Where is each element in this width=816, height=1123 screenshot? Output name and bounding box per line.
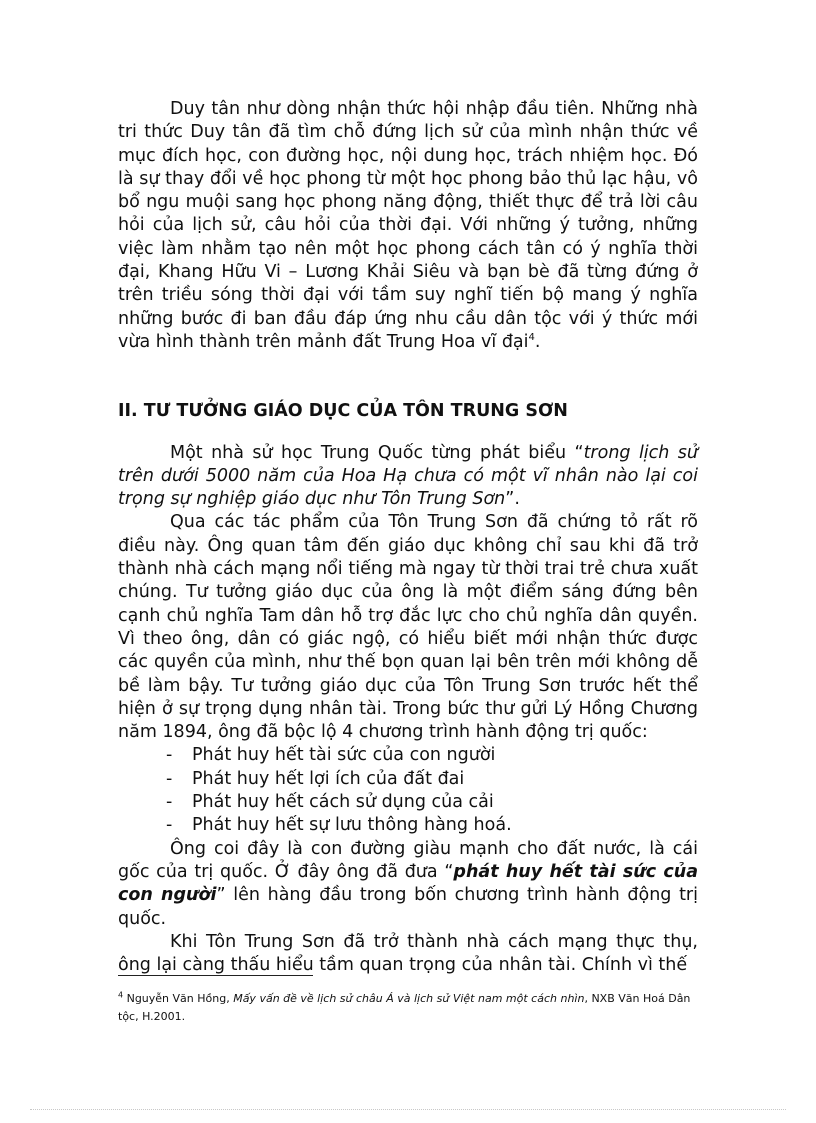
list-item [166,791,698,814]
footnote-publisher: , NXB Văn Hoá Dân tộc, H.2001. [118,992,691,1023]
list-item-text: Phát huy hết sự lưu thông hàng hoá. [192,815,512,836]
list-item-text: Phát huy hết lợi ích của đất đai [192,768,465,789]
quote-text: trong lịch sử trên dưới 5000 năm của Hoa Hạ chưa có một vĩ nhân nào lại coi trọng sự nghiệp giáo dục như Tôn Trung Sơn [118,442,698,510]
paragraph-path-start: Ông coi đây là con đường giàu mạnh cho đất nước, là cái gốc của trị quốc. Ở đây ông đã đưa “ [118,838,698,882]
bullet-dash: - [166,745,173,766]
footnote-number: 4 [118,990,124,1000]
paragraph-path-end: ” lên hàng đầu trong bốn chương trình hành động trị quốc. [118,885,698,929]
document-body [118,98,698,977]
page-bottom-border [30,1109,786,1110]
footnote-separator [118,975,313,976]
bullet-list [118,744,698,837]
list-item-text: Phát huy hết cách sử dụng của cải [192,792,494,813]
list-item [166,768,698,791]
quote-intro: Một nhà sử học Trung Quốc từng phát biểu “ [170,442,584,463]
section-heading: II. TƯ TƯỞNG GIÁO DỤC CỦA TÔN TRUNG SƠN [118,401,568,422]
paragraph-works: Qua các tác phẩm của Tôn Trung Sơn đã chứng tỏ rất rõ điều này. Ông quan tâm đến giáo dục không chỉ sau khi đã trở thành nhà cách mạng nổi tiếng mà ngay từ thời trai trẻ chưa xuất chúng. Tư tưởng giáo dục của ông là một điểm sáng đứng bên cạnh chủ nghĩa Tam dân hỗ trợ đắc lực cho chủ nghĩa dân quyền. Vì theo ông, dân có giác ngộ, có hiểu biết mới nhận thức được các quyền của mình, như thế bọn quan lại bên trên mới không dễ bề làm bậy. Tư tưởng giáo dục của Tôn Trung Sơn trước hết thể hiện ở sự trọng dụng nhân tài. Trong bức thư gửi Lý Hồng Chương năm 1894, ông đã bộc lộ 4 chương trình hành động trị quốc: [118,512,698,743]
list-item [166,814,698,837]
quote-end: ”. [505,489,520,510]
paragraph-path-emphasis: phát huy hết tài sức của con người [118,861,699,906]
paragraph-last: Khi Tôn Trung Sơn đã trở thành nhà cách mạng thực thụ, ông lại càng thấu hiểu tầm quan trọng của nhân tài. Chính vì thế [118,931,698,976]
footnote-author: Nguyễn Văn Hồng, [123,992,234,1005]
paragraph-intro: Duy tân như dòng nhận thức hội nhập đầu tiên. Những nhà tri thức Duy tân đã tìm chỗ đứng lịch sử của mình nhận thức về mục đích học, con đường học, nội dung học, trách nhiệm học. Đó là sự thay đổi về học phong từ một học phong bảo thủ lạc hậu, vô bổ ngu muội sang học phong năng động, thiết thực để trả lời câu hỏi của lịch sử, câu hỏi của thời đại. Với những ý tưởng, những việc làm nhằm tạo nên một học phong cách tân có ý nghĩa thời đại, Khang Hữu Vi – Lương Khải Siêu và bạn bè đã từng đứng ở trên triều sóng thời đại với tầm suy nghĩ tiến bộ mang ý nghĩa những bước đi ban đầu đáp ứng nhu cầu dân tộc với ý thức mới vừa hình thành trên mảnh đất Trung Hoa vĩ đại$^4$. [118,99,698,352]
bullet-dash: - [166,768,173,789]
bullet-dash: - [166,792,173,813]
footnote-reference: 4 [528,332,535,344]
paragraph-path [118,838,698,931]
list-item [166,744,698,767]
paragraph-intro-text: Duy tân như dòng nhận thức hội nhập đầu tiên. Những nhà tri thức Duy tân đã tìm chỗ đứng lịch sử của mình nhận thức về mục đích học, con đường học, nội dung học, trách nhiệm học. Đó là sự thay đổi về học phong từ một học phong bảo thủ lạc hậu, vô bổ ngu muội sang học phong năng động, thiết thực để trả lời câu hỏi của lịch sử, câu hỏi của thời đại. Với những ý tưởng, những việc làm nhằm tạo nên một học phong cách tân có ý nghĩa thời đại, Khang Hữu Vi – Lương Khải Siêu và bạn bè đã từng đứng ở trên triều sóng thời đại với tầm suy nghĩ tiến bộ mang ý nghĩa những bước đi ban đầu đáp ứng nhu cầu dân tộc với ý thức mới vừa hình thành trên mảnh đất Trung Hoa vĩ đại [118,99,698,352]
bullet-dash: - [166,815,173,836]
paragraph-quote [118,442,698,512]
footnote-title: Mấy vấn đề về lịch sử châu Á và lịch sử Việt nam một cách nhìn [233,992,585,1005]
footnote [118,990,698,1025]
list-item-text: Phát huy hết tài sức của con người [192,745,496,766]
